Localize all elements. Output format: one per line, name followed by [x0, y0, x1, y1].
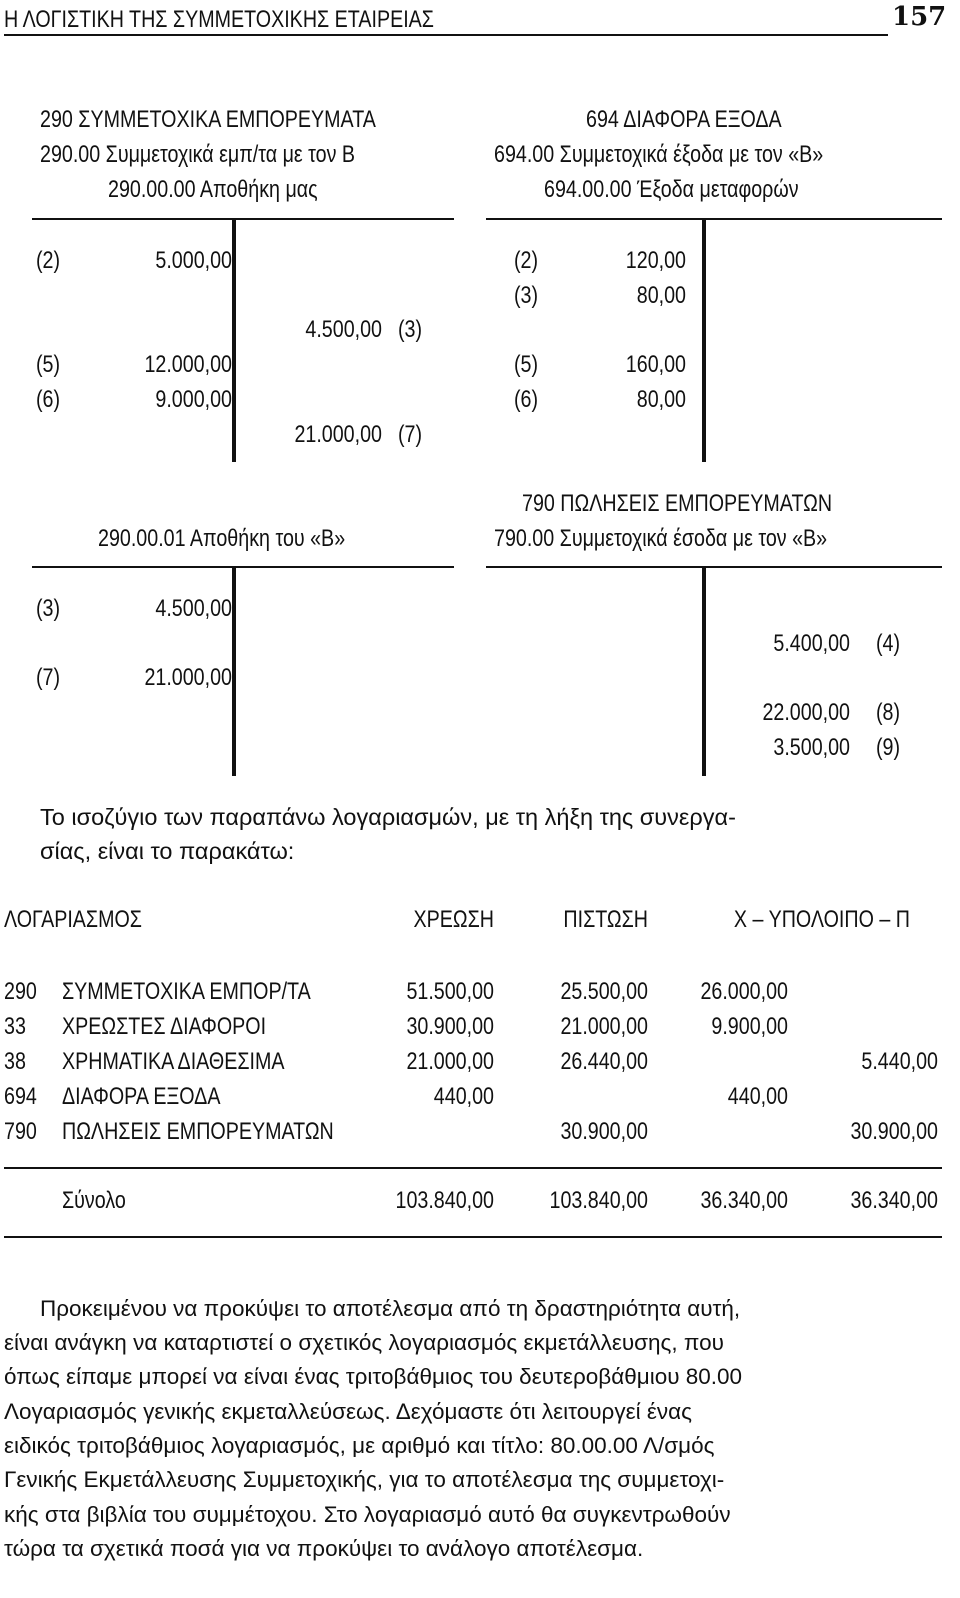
- entry-amount: 4.500,00: [305, 316, 382, 343]
- column-header-debit: ΧΡΕΩΣΗ: [413, 906, 494, 933]
- total-balance-debit: 36.340,00: [700, 1187, 788, 1214]
- entry-ref: (7): [36, 664, 61, 691]
- account-subtitle: 694.00.00 Έξοδα μεταφορών: [544, 176, 799, 203]
- t-account-top-rule: [32, 218, 454, 220]
- entry-ref: (4): [876, 630, 901, 657]
- row-name: ΧΡΕΩΣΤΕΣ ΔΙΑΦΟΡΟΙ: [62, 1013, 267, 1040]
- table-rule: [4, 1167, 942, 1169]
- total-credit: 103.840,00: [549, 1187, 648, 1214]
- account-subtitle: 290.00 Συμμετοχικά εμπ/τα με τον Β: [40, 141, 356, 168]
- entry-ref: (3): [36, 595, 61, 622]
- entry-amount: 80,00: [636, 386, 686, 413]
- entry-ref: (2): [36, 247, 61, 274]
- row-debit: 21.000,00: [406, 1048, 494, 1075]
- paragraph-line: Προκειμένου να προκύψει το αποτέλεσμα από τη δραστηριότητα αυτή,: [40, 1296, 741, 1321]
- column-header-credit: ΠΙΣΤΩΣΗ: [563, 906, 648, 933]
- account-title: 290.00.01 Αποθήκη του «Β»: [98, 525, 346, 552]
- entry-ref: (5): [514, 351, 539, 378]
- t-account-divider: [232, 218, 236, 462]
- entry-amount: 5.400,00: [773, 630, 850, 657]
- row-debit: 440,00: [433, 1083, 494, 1110]
- paragraph-line: κής στα βιβλία του συμμέτοχου. Στο λογαριασμό αυτό θα συγκεντρωθούν: [4, 1502, 731, 1527]
- t-account-top-rule: [486, 566, 942, 568]
- paragraph-line: Λογαριασμός γενικής εκμεταλλεύσεως. Δεχόμαστε ότι λειτουργεί ένας: [4, 1399, 692, 1424]
- account-subtitle: 290.00.00 Αποθήκη μας: [108, 176, 318, 203]
- entry-amount: 4.500,00: [155, 595, 232, 622]
- entry-amount: 22.000,00: [762, 699, 850, 726]
- entry-ref: (9): [876, 734, 901, 761]
- entry-ref: (5): [36, 351, 61, 378]
- row-code: 33: [4, 1013, 26, 1040]
- entry-amount: 5.000,00: [155, 247, 232, 274]
- row-credit: 21.000,00: [560, 1013, 648, 1040]
- row-code: 694: [4, 1083, 37, 1110]
- column-header-balance: Χ – ΥΠΟΛΟΙΠΟ – Π: [733, 906, 910, 933]
- entry-ref: (7): [398, 421, 423, 448]
- entry-ref: (6): [514, 386, 539, 413]
- total-label: Σύνολο: [62, 1187, 126, 1214]
- row-credit: 26.440,00: [560, 1048, 648, 1075]
- paragraph-line: ειδικός τριτοβάθμιος λογαριασμός, με αριθμό και τίτλο: 80.00.00 Λ/σμός: [4, 1433, 715, 1458]
- entry-ref: (2): [514, 247, 539, 274]
- row-name: ΣΥΜΜΕΤΟΧΙΚΑ ΕΜΠΟΡ/ΤΑ: [62, 978, 311, 1005]
- row-credit: 25.500,00: [560, 978, 648, 1005]
- row-name: ΧΡΗΜΑΤΙΚΑ ΔΙΑΘΕΣΙΜΑ: [62, 1048, 285, 1075]
- entry-amount: 120,00: [625, 247, 686, 274]
- paragraph-line: Γενικής Εκμετάλλευσης Συμμετοχικής, για το αποτέλεσμα της συμμετοχι-: [4, 1467, 725, 1492]
- row-code: 38: [4, 1048, 26, 1075]
- row-code: 790: [4, 1118, 37, 1145]
- intro-line: Το ισοζύγιο των παραπάνω λογαριασμών, με τη λήξη της συνεργα-: [40, 804, 736, 830]
- row-name: ΔΙΑΦΟΡΑ ΕΞΟΔΑ: [62, 1083, 221, 1110]
- t-account-divider: [702, 566, 706, 776]
- header-title: Η ΛΟΓΙΣΤΙΚΗ ΤΗΣ ΣΥΜΜΕΤΟΧΙΚΗΣ ΕΤΑΙΡΕΙΑΣ: [4, 6, 434, 33]
- entry-amount: 160,00: [625, 351, 686, 378]
- row-code: 290: [4, 978, 37, 1005]
- entry-ref: (6): [36, 386, 61, 413]
- row-balance-debit: 440,00: [727, 1083, 788, 1110]
- entry-amount: 12.000,00: [144, 351, 232, 378]
- entry-amount: 3.500,00: [773, 734, 850, 761]
- row-balance-credit: 30.900,00: [850, 1118, 938, 1145]
- table-rule: [4, 1236, 942, 1238]
- paragraph-line: τώρα τα σχετικά ποσά για να προκύψει το ανάλογο αποτέλεσμα.: [4, 1536, 644, 1561]
- entry-ref: (8): [876, 699, 901, 726]
- total-debit: 103.840,00: [395, 1187, 494, 1214]
- t-account-divider: [702, 218, 706, 462]
- row-debit: 30.900,00: [406, 1013, 494, 1040]
- row-balance-debit: 26.000,00: [700, 978, 788, 1005]
- intro-line: σίας, είναι το παρακάτω:: [40, 838, 295, 864]
- t-account-divider: [232, 566, 236, 776]
- t-account-top-rule: [486, 218, 942, 220]
- account-title: 790 ΠΩΛΗΣΕΙΣ ΕΜΠΟΡΕΥΜΑΤΩΝ: [522, 490, 833, 517]
- row-credit: 30.900,00: [560, 1118, 648, 1145]
- paragraph-line: όπως είπαμε μπορεί να είναι ένας τριτοβάθμιος του δευτεροβάθμιου 80.00: [4, 1364, 743, 1389]
- entry-amount: 21.000,00: [294, 421, 382, 448]
- entry-amount: 80,00: [636, 282, 686, 309]
- paragraph-line: είναι ανάγκη να καταρτιστεί ο σχετικός λογαριασμός εκμετάλλευσης, που: [4, 1330, 724, 1355]
- row-balance-credit: 5.440,00: [861, 1048, 938, 1075]
- header-rule: [4, 34, 888, 36]
- column-header-account: ΛΟΓΑΡΙΑΣΜΟΣ: [4, 906, 142, 933]
- t-account-top-rule: [32, 566, 454, 568]
- page-number: 157: [892, 2, 947, 32]
- row-balance-debit: 9.900,00: [711, 1013, 788, 1040]
- entry-ref: (3): [398, 316, 423, 343]
- row-debit: 51.500,00: [406, 978, 494, 1005]
- total-balance-credit: 36.340,00: [850, 1187, 938, 1214]
- entry-amount: 9.000,00: [155, 386, 232, 413]
- account-title: 694 ΔΙΑΦΟΡΑ ΕΞΟΔΑ: [586, 106, 782, 133]
- entry-ref: (3): [514, 282, 539, 309]
- row-name: ΠΩΛΗΣΕΙΣ ΕΜΠΟΡΕΥΜΑΤΩΝ: [62, 1118, 334, 1145]
- account-subtitle: 790.00 Συμμετοχικά έσοδα με τον «Β»: [494, 525, 828, 552]
- entry-amount: 21.000,00: [144, 664, 232, 691]
- account-subtitle: 694.00 Συμμετοχικά έξοδα με τον «Β»: [494, 141, 824, 168]
- account-title: 290 ΣΥΜΜΕΤΟΧΙΚΑ ΕΜΠΟΡΕΥΜΑΤΑ: [40, 106, 376, 133]
